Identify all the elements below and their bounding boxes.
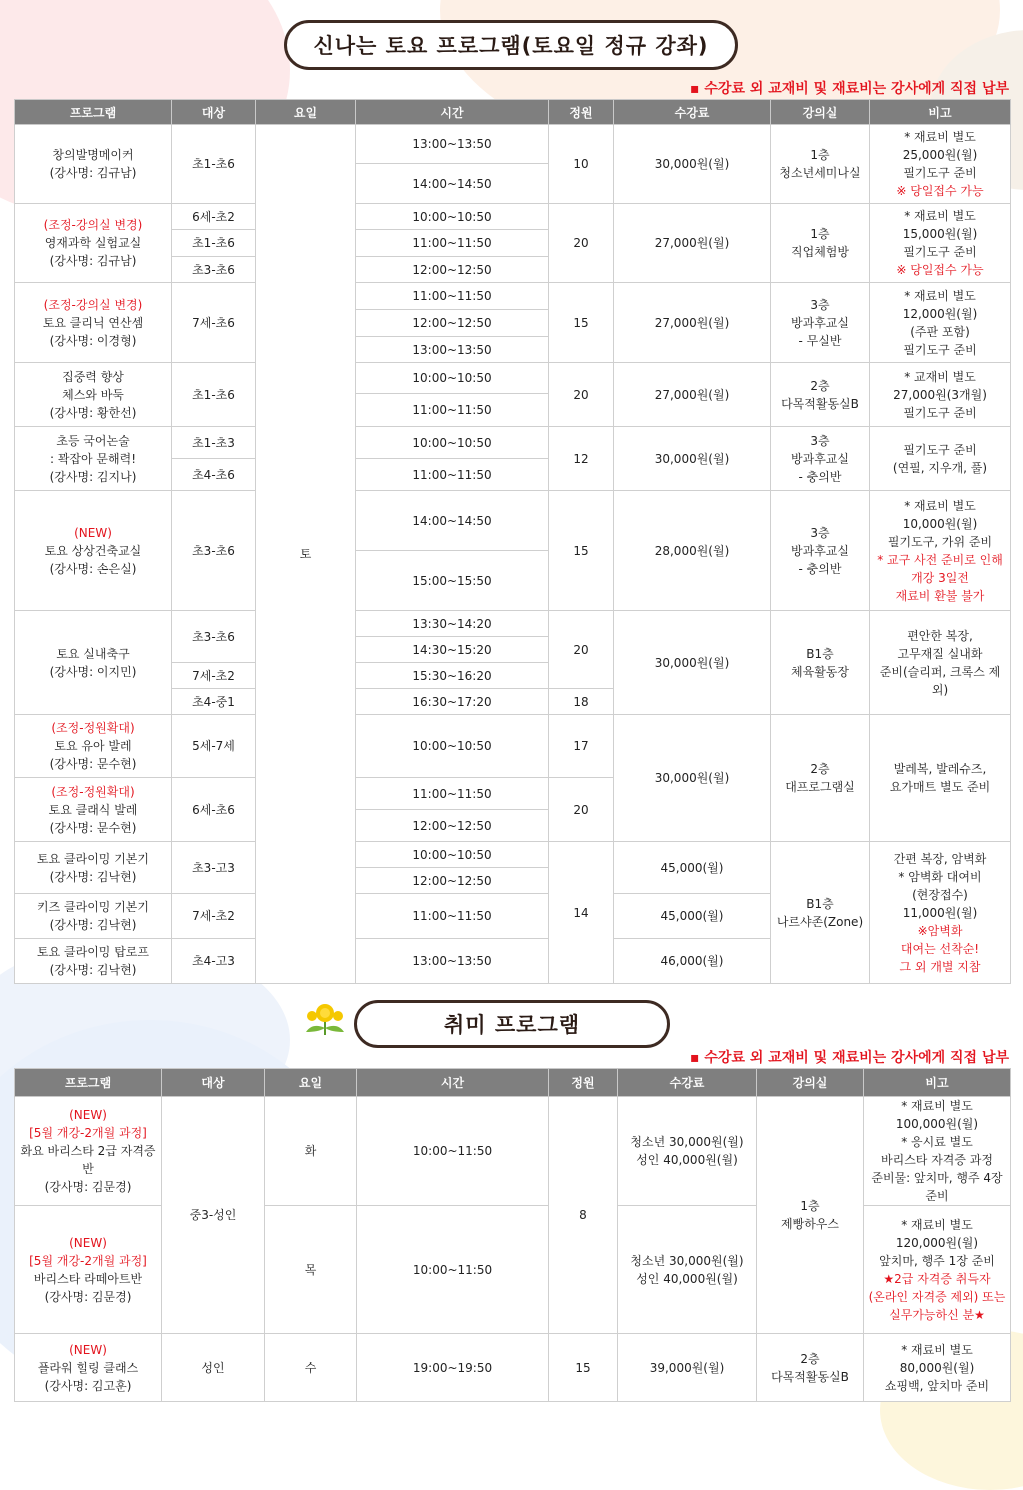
- target-cell: 성인: [162, 1334, 265, 1402]
- capacity-cell: 12: [549, 427, 614, 491]
- table-row: [15, 611, 1011, 637]
- header-time: 시간: [357, 1069, 549, 1097]
- time-cell: 12:00~12:50: [356, 310, 549, 337]
- header-target: 대상: [172, 100, 256, 125]
- capacity-cell: 15: [549, 491, 614, 611]
- time-cell: 10:00~10:50: [356, 715, 549, 778]
- target-cell: 초1-초3: [172, 427, 256, 459]
- table-row: [15, 283, 1011, 310]
- time-cell: 11:00~11:50: [356, 283, 549, 310]
- time-cell: 12:00~12:50: [356, 810, 549, 842]
- target-cell: 초3-초6: [172, 257, 256, 283]
- remarks-cell: 편안한 복장, 고무재질 실내화 준비(슬리퍼, 크록스 제외): [870, 611, 1011, 715]
- section2-fee-note: ▪ 수강료 외 교재비 및 재료비는 강사에게 직접 납부: [690, 1050, 1009, 1066]
- table-row: [15, 204, 1011, 230]
- fee-cell: 27,000원(월): [614, 283, 771, 363]
- table-row: [15, 427, 1011, 459]
- time-cell: 15:00~15:50: [356, 551, 549, 611]
- remarks-cell: * 재료비 별도 12,000원(월) (주판 포함) 필기도구 준비: [870, 283, 1011, 363]
- room-cell: B1층 체육활동장: [771, 611, 870, 715]
- program-name: (조정-강의실 변경) 토요 클리닉 연산셈 (강사명: 이경형): [15, 283, 172, 363]
- capacity-cell: 20: [549, 204, 614, 283]
- remarks-cell: * 재료비 별도 100,000원(월) * 응시료 별도 바리스타 자격증 과정 준비물: 앞치마, 행주 4장 준비: [864, 1097, 1011, 1206]
- remarks-cell: * 재료비 별도 120,000원(월) 앞치마, 행주 1장 준비 ★2급 자격증 취득자 (온라인 자격증 제외) 또는 실무가능하신 분★: [864, 1206, 1011, 1334]
- program-name: (조정-정원확대) 토요 유아 발레 (강사명: 문수현): [15, 715, 172, 778]
- program-name: (조정-정원확대) 토요 클래식 발레 (강사명: 문수현): [15, 778, 172, 842]
- target-cell: 초4-중1: [172, 689, 256, 715]
- room-cell: 3층 방과후교실 - 무실반: [771, 283, 870, 363]
- time-cell: 13:00~13:50: [356, 125, 549, 164]
- table-row: [15, 1097, 1011, 1206]
- time-cell: 16:30~17:20: [356, 689, 549, 715]
- header-capacity: 정원: [549, 1069, 618, 1097]
- remarks-cell: 필기도구 준비 (연필, 지우개, 풀): [870, 427, 1011, 491]
- header-room: 강의실: [757, 1069, 864, 1097]
- time-cell: 10:00~11:50: [357, 1206, 549, 1334]
- time-cell: 11:00~11:50: [356, 459, 549, 491]
- time-cell: 10:00~10:50: [356, 204, 549, 230]
- section2-title: 취미 프로그램: [354, 1000, 670, 1048]
- time-cell: 13:00~13:50: [356, 939, 549, 984]
- capacity-cell: 15: [549, 283, 614, 363]
- program-name: 토요 실내축구 (강사명: 이지민): [15, 611, 172, 715]
- target-cell: 7세-초2: [172, 663, 256, 689]
- remarks-cell: * 재료비 별도 80,000원(월) 쇼핑백, 앞치마 준비: [864, 1334, 1011, 1402]
- time-cell: 14:30~15:20: [356, 637, 549, 663]
- target-cell: 초4-초6: [172, 459, 256, 491]
- fee-cell: 30,000원(월): [614, 611, 771, 715]
- day-cell: 화: [265, 1097, 357, 1206]
- remarks-cell: * 교재비 별도 27,000원(3개월) 필기도구 준비: [870, 363, 1011, 427]
- header-room: 강의실: [771, 100, 870, 125]
- header-capacity: 정원: [549, 100, 614, 125]
- table-row: [15, 491, 1011, 551]
- day-cell: 수: [265, 1334, 357, 1402]
- target-cell: 초3-고3: [172, 842, 256, 894]
- header-remarks: 비고: [864, 1069, 1011, 1097]
- header-remarks: 비고: [870, 100, 1011, 125]
- time-cell: 12:00~12:50: [356, 257, 549, 283]
- remarks-cell: 발레복, 발레슈즈, 요가매트 별도 준비: [870, 715, 1011, 842]
- capacity-cell: 14: [549, 842, 614, 984]
- time-cell: 14:00~14:50: [356, 491, 549, 551]
- table-header-row: [15, 1069, 1011, 1097]
- program-name: (NEW) 토요 상상건축교실 (강사명: 손은실): [15, 491, 172, 611]
- room-cell: 1층 청소년세미나실: [771, 125, 870, 204]
- fee-cell: 청소년 30,000원(월) 성인 40,000원(월): [618, 1097, 757, 1206]
- header-fee: 수강료: [614, 100, 771, 125]
- remarks-cell: * 재료비 별도 15,000원(월) 필기도구 준비 ※ 당일접수 가능: [870, 204, 1011, 283]
- target-cell: 초1-초6: [172, 230, 256, 257]
- time-cell: 11:00~11:50: [356, 394, 549, 427]
- target-cell: 중3-성인: [162, 1097, 265, 1334]
- fee-cell: 청소년 30,000원(월) 성인 40,000원(월): [618, 1206, 757, 1334]
- time-cell: 10:00~10:50: [356, 363, 549, 394]
- target-cell: 초3-초6: [172, 491, 256, 611]
- saturday-program-table: [14, 99, 1011, 984]
- header-program: 프로그램: [15, 100, 172, 125]
- target-cell: 5세-7세: [172, 715, 256, 778]
- fee-cell: 30,000원(월): [614, 427, 771, 491]
- program-name: (NEW) [5월 개강-2개월 과정] 화요 바리스타 2급 자격증반 (강사명: 김문경): [15, 1097, 162, 1206]
- time-cell: 14:00~14:50: [356, 164, 549, 204]
- room-cell: 2층 다목적활동실B: [757, 1334, 864, 1402]
- hobby-program-table: [14, 1068, 1011, 1402]
- table-row: [15, 715, 1011, 778]
- room-cell: 1층 제빵하우스: [757, 1097, 864, 1334]
- room-cell: 2층 다목적활동실B: [771, 363, 870, 427]
- fee-cell: 45,000(월): [614, 842, 771, 894]
- remarks-cell: * 재료비 별도 10,000원(월) 필기도구, 가위 준비 * 교구 사전 준비로 인해 개강 3일전 재료비 환불 불가: [870, 491, 1011, 611]
- fee-cell: 45,000(월): [614, 894, 771, 939]
- fee-cell: 30,000원(월): [614, 125, 771, 204]
- time-cell: 19:00~19:50: [357, 1334, 549, 1402]
- table-row: [15, 842, 1011, 868]
- fee-cell: 28,000원(월): [614, 491, 771, 611]
- header-fee: 수강료: [618, 1069, 757, 1097]
- table-row: [15, 363, 1011, 394]
- program-name: 집중력 향상 체스와 바둑 (강사명: 황한선): [15, 363, 172, 427]
- capacity-cell: 8: [549, 1097, 618, 1334]
- room-cell: 3층 방과후교실 - 충의반: [771, 427, 870, 491]
- header-program: 프로그램: [15, 1069, 162, 1097]
- capacity-cell: 10: [549, 125, 614, 204]
- target-cell: 7세-초2: [172, 894, 256, 939]
- time-cell: 10:00~10:50: [356, 427, 549, 459]
- time-cell: 11:00~11:50: [356, 778, 549, 810]
- time-cell: 11:00~11:50: [356, 230, 549, 257]
- capacity-cell: 15: [549, 1334, 618, 1402]
- time-cell: 15:30~16:20: [356, 663, 549, 689]
- target-cell: 초1-초6: [172, 125, 256, 204]
- table-row: [15, 125, 1011, 164]
- header-day: 요일: [256, 100, 356, 125]
- capacity-cell: 20: [549, 363, 614, 427]
- room-cell: 1층 직업체험방: [771, 204, 870, 283]
- target-cell: 6세-초2: [172, 204, 256, 230]
- remarks-cell: * 재료비 별도 25,000원(월) 필기도구 준비 ※ 당일접수 가능: [870, 125, 1011, 204]
- target-cell: 초1-초6: [172, 363, 256, 427]
- room-cell: 3층 방과후교실 - 충의반: [771, 491, 870, 611]
- target-cell: 초3-초6: [172, 611, 256, 663]
- table-header-row: [15, 100, 1011, 125]
- time-cell: 13:00~13:50: [356, 337, 549, 363]
- room-cell: 2층 대프로그램실: [771, 715, 870, 842]
- program-name: (NEW) 플라워 힐링 클래스 (강사명: 김고훈): [15, 1334, 162, 1402]
- program-name: (NEW) [5월 개강-2개월 과정] 바리스타 라떼아트반 (강사명: 김문경): [15, 1206, 162, 1334]
- header-day: 요일: [265, 1069, 357, 1097]
- time-cell: 10:00~10:50: [356, 842, 549, 868]
- target-cell: 6세-초6: [172, 778, 256, 842]
- header-time: 시간: [356, 100, 549, 125]
- section1-fee-note: ▪ 수강료 외 교재비 및 재료비는 강사에게 직접 납부: [690, 81, 1009, 97]
- fee-cell: 39,000원(월): [618, 1334, 757, 1402]
- capacity-cell: 20: [549, 611, 614, 689]
- time-cell: 12:00~12:50: [356, 868, 549, 894]
- program-name: 초등 국어논술 : 꽉잡아 문해력! (강사명: 김지나): [15, 427, 172, 491]
- target-cell: 초4-고3: [172, 939, 256, 984]
- target-cell: 7세-초6: [172, 283, 256, 363]
- day-cell: 토: [256, 125, 356, 984]
- room-cell: B1층 나르샤존(Zone): [771, 842, 870, 984]
- table-row: [15, 1334, 1011, 1402]
- time-cell: 10:00~11:50: [357, 1097, 549, 1206]
- program-name: (조정-강의실 변경) 영재과학 실험교실 (강사명: 김규남): [15, 204, 172, 283]
- header-target: 대상: [162, 1069, 265, 1097]
- program-name: 토요 클라이밍 탑로프 (강사명: 김낙현): [15, 939, 172, 984]
- time-cell: 13:30~14:20: [356, 611, 549, 637]
- program-name: 토요 클라이밍 기본기 (강사명: 김낙현): [15, 842, 172, 894]
- section1-title: 신나는 토요 프로그램(토요일 정규 강좌): [284, 20, 738, 70]
- time-cell: 11:00~11:50: [356, 894, 549, 939]
- capacity-cell: 18: [549, 689, 614, 715]
- fee-cell: 46,000(월): [614, 939, 771, 984]
- remarks-cell: 간편 복장, 암벽화 * 암벽화 대여비 (현장접수) 11,000원(월) ※암벽화 대여는 선착순! 그 외 개별 지참: [870, 842, 1011, 984]
- fee-cell: 27,000원(월): [614, 363, 771, 427]
- capacity-cell: 20: [549, 778, 614, 842]
- day-cell: 목: [265, 1206, 357, 1334]
- fee-cell: 30,000원(월): [614, 715, 771, 842]
- capacity-cell: 17: [549, 715, 614, 778]
- program-name: 키즈 클라이밍 기본기 (강사명: 김낙현): [15, 894, 172, 939]
- program-name: 창의발명메이커 (강사명: 김규남): [15, 125, 172, 204]
- dandelion-flower-icon: [302, 1002, 348, 1036]
- fee-cell: 27,000원(월): [614, 204, 771, 283]
